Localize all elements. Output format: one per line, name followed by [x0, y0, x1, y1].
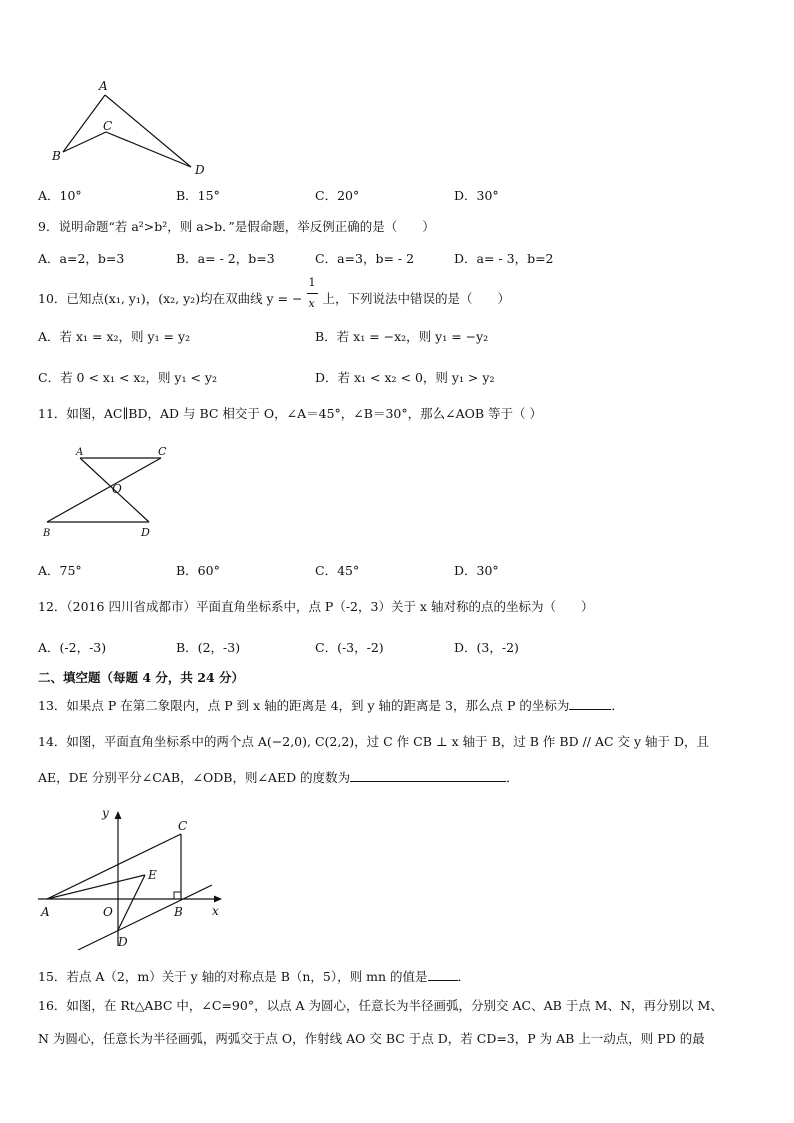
fig14-right-angle-marker: [174, 892, 181, 899]
q16-line1: 16．如图，在 Rt△ABC 中，∠C=90°，以点 A 为圆心，任意长为半径画弧，分别交 AC、AB 于点 M、N，再分别以 M、: [38, 998, 723, 1013]
fig14-label-A: A: [41, 905, 50, 919]
fig11-segment-BC: [47, 458, 161, 522]
q14-line1: 14．如图，平面直角坐标系中的两个点 A(−2,0), C(2,2)，过 C 作 CB ⊥ x 轴于 B，过 B 作 BD // AC 交 y 轴于 D，且: [38, 734, 710, 749]
q10-fraction-numerator: 1: [308, 276, 316, 289]
fig14-segment-AC: [47, 834, 181, 899]
q13-answer-blank[interactable]: [569, 697, 611, 710]
q11-option-c: C．45°: [315, 563, 360, 578]
fig8-label-C: C: [103, 119, 113, 133]
fig11-label-B: B: [43, 528, 51, 539]
fig11-label-O: O: [112, 482, 122, 496]
fig14-label-O: O: [103, 905, 113, 919]
q11-stem: 11．如图，AC∥BD，AD 与 BC 相交于 O，∠A＝45°，∠B＝30°，那么∠AOB 等于（ ）: [38, 406, 543, 421]
fig11-label-A: A: [76, 447, 84, 458]
fig8-label-B: B: [52, 149, 61, 163]
q10-option-a: A．若 x₁ = x₂，则 y₁ = y₂: [38, 329, 191, 344]
q10-option-b: B．若 x₁ = −x₂，则 y₁ = −y₂: [315, 329, 489, 344]
q12-option-d: D．(3，-2): [454, 640, 519, 655]
fig8-segment-CD: [106, 132, 191, 167]
q9-stem: 9．说明命题“若 a²>b²，则 a>b．”是假命题，举反例正确的是（ ）: [38, 219, 435, 234]
q12-option-c: C．(-3，-2): [315, 640, 384, 655]
fig8-label-D: D: [195, 163, 205, 177]
q10-fraction-denominator: x: [308, 297, 315, 310]
q10-fraction: [307, 276, 319, 310]
section-2-title: 二、填空题（每题 4 分，共 24 分）: [38, 670, 245, 685]
q9-option-c: C．a=3，b= - 2: [315, 251, 415, 266]
fig8-segment-AB: [63, 95, 105, 152]
q9-option-b: B．a= - 2，b=3: [176, 251, 275, 266]
fig14-label-D: D: [118, 935, 128, 949]
q14-line2-text: AE，DE 分别平分∠CAB，∠ODB，则∠AED 的度数为: [38, 770, 351, 785]
fig8-segment-AD: [105, 95, 191, 167]
figure-q8-triangle: [0, 0, 794, 190]
fig14-segment-DE: [118, 875, 145, 930]
fig14-y-axis-arrow: [115, 811, 122, 819]
fig14-segment-AE: [47, 875, 145, 899]
q10-stem-before: 10．已知点(x₁, y₁)，(x₂, y₂)均在双曲线 y = −: [38, 291, 303, 306]
q10-stem-after: 上，下列说法中错误的是（ ）: [322, 291, 510, 306]
q12-option-b: B．(2，-3): [176, 640, 241, 655]
q11-option-b: B．60°: [176, 563, 220, 578]
fig8-segment-BC: [63, 132, 106, 152]
q16-line2: N 为圆心，任意长为半径画弧，两弧交于点 O，作射线 AO 交 BC 于点 D，若 CD=3，P 为 AB 上一动点，则 PD 的最: [38, 1031, 705, 1046]
q10-stem: [38, 276, 510, 310]
q15-answer-blank[interactable]: [428, 968, 458, 981]
q10-option-d: D．若 x₁ < x₂ < 0，则 y₁ > y₂: [315, 370, 495, 385]
fig14-label-x: x: [212, 904, 219, 918]
q12-option-a: A．(-2，-3): [38, 640, 107, 655]
q8-option-c: C．20°: [315, 188, 360, 203]
figure-q14-coordinate-plane: [0, 800, 794, 970]
q15: [38, 968, 470, 985]
q15-stem: 15．若点 A（2，m）关于 y 轴的对称点是 B（n，5），则 mn 的值是: [38, 969, 428, 984]
q13-end: ．: [611, 698, 624, 713]
q8-option-b: B．15°: [176, 188, 220, 203]
q11-option-a: A．75°: [38, 563, 82, 578]
fig8-label-A: A: [99, 79, 108, 93]
q10-fraction-bar: [307, 293, 318, 294]
q14-line2: [38, 769, 519, 786]
figure-q11-parallel: [0, 440, 794, 540]
fig14-label-C: C: [178, 819, 188, 833]
q9-option-a: A．a=2，b=3: [38, 251, 125, 266]
q14-end: ．: [506, 770, 519, 785]
q10-option-c: C．若 0 < x₁ < x₂，则 y₁ < y₂: [38, 370, 217, 385]
q11-option-d: D．30°: [454, 563, 499, 578]
fig14-line-BD: [78, 885, 212, 950]
q8-option-d: D．30°: [454, 188, 499, 203]
fig14-label-B: B: [174, 905, 183, 919]
q12-stem: 12．（2016 四川省成都市）平面直角坐标系中，点 P（-2，3）关于 x 轴对称的点的坐标为（ ）: [38, 599, 594, 614]
fig14-x-axis-arrow: [214, 896, 222, 903]
q8-option-a: A．10°: [38, 188, 82, 203]
q14-answer-blank[interactable]: [350, 769, 506, 782]
q15-end: ．: [457, 969, 471, 984]
q9-option-d: D．a= - 3，b=2: [454, 251, 554, 266]
q13-stem: 13．如果点 P 在第二象限内，点 P 到 x 轴的距离是 4，到 y 轴的距离是 3，那么点 P 的坐标为: [38, 698, 570, 713]
fig11-label-C: C: [158, 445, 167, 458]
q13: [38, 697, 624, 714]
fig11-label-D: D: [141, 526, 150, 539]
fig14-label-E: E: [148, 868, 157, 882]
fig14-label-y: y: [102, 806, 109, 820]
